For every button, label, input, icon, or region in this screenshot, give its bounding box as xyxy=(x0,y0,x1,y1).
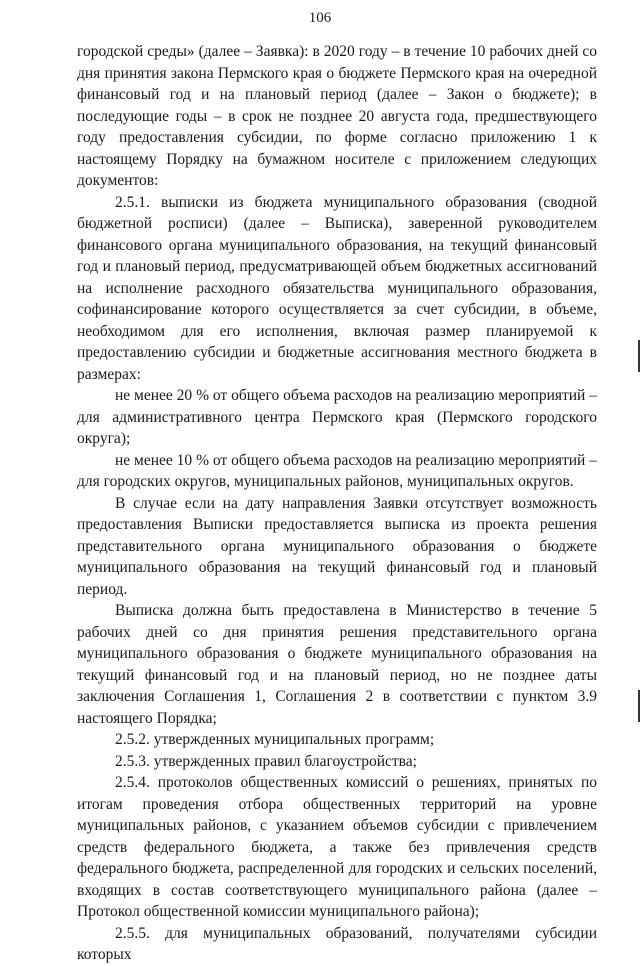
paragraph-vypiska-deadline: Выписка должна быть предоставлена в Министерство в течение 5 рабочих дней со дня принятия решения представительного органа муниципального образования о бюджете муниципального образования на текущий финансовый год и на плановый период, но не позднее даты заключения Соглашения 1, Соглашения 2 в соответствии с пунктом 3.9 настоящего Порядка; xyxy=(77,602,597,727)
paragraph-2-5-4: 2.5.4. протоколов общественных комиссий о решениях, принятых по итогам проведения отбора общественных территорий на уровне муниципальных районов, с указанием объемов субсидии с привлечением средств федерального бюджета, а также без привлечения средств федерального бюджета, распределенной для городских и сельских поселений, входящих в состав соответствующего муниципального района (далее – Протокол общественной комиссии муниципального района); xyxy=(77,774,597,920)
body-text xyxy=(77,41,597,966)
paragraph-2-5-3: 2.5.3. утвержденных правил благоустройства; xyxy=(115,752,417,770)
paragraph-no-vypiska: В случае если на дату направления Заявки отсутствует возможность предоставления Выписки предоставляется выписка из проекта решения представительного органа муниципального образования о бюджете муниципального образования на текущий финансовый год и плановый период. xyxy=(77,494,597,598)
page-number: 106 xyxy=(308,10,332,26)
paragraph-zayavka: городской среды» (далее – Заявка): в 2020 году – в течение 10 рабочих дней со дня принятия закона Пермского края о бюджете Пермского края на очередной финансовый год и на плановый период (далее – Закон о бюджете); в последующие годы – в срок не позднее 20 августа года, предшествующего году предоставления субсидии, по форме согласно приложению 1 к настоящему Порядку на бумажном носителе с приложением следующих документов: xyxy=(77,43,597,189)
paragraph-2-5-1: 2.5.1. выписки из бюджета муниципального образования (сводной бюджетной росписи) (далее – Выписка), заверенной руководителем финансового органа муниципального образования, на текущий финансовый год и плановый период, предусматривающей объем бюджетных ассигнований на исполнение расходного обязательства муниципального образования, софинансирование которого осуществляется за счет субсидии, в объеме, необходимом для его исполнения, включая размер планируемой к предоставлению субсидии и бюджетные ассигнования местного бюджета в размерах: xyxy=(77,193,597,383)
paragraph-20-percent: не менее 20 % от общего объема расходов на реализацию мероприятий – для административного центра Пермского края (Пермского городского округа); xyxy=(77,387,597,447)
paragraph-2-5-2: 2.5.2. утвержденных муниципальных программ; xyxy=(115,731,435,748)
paragraph-10-percent: не менее 10 % от общего объема расходов на реализацию мероприятий – для городских округов, муниципальных районов, муниципальных округов. xyxy=(77,451,597,490)
paragraph-2-5-5: 2.5.5. для муниципальных образований, получателями субсидии которых xyxy=(77,924,597,963)
